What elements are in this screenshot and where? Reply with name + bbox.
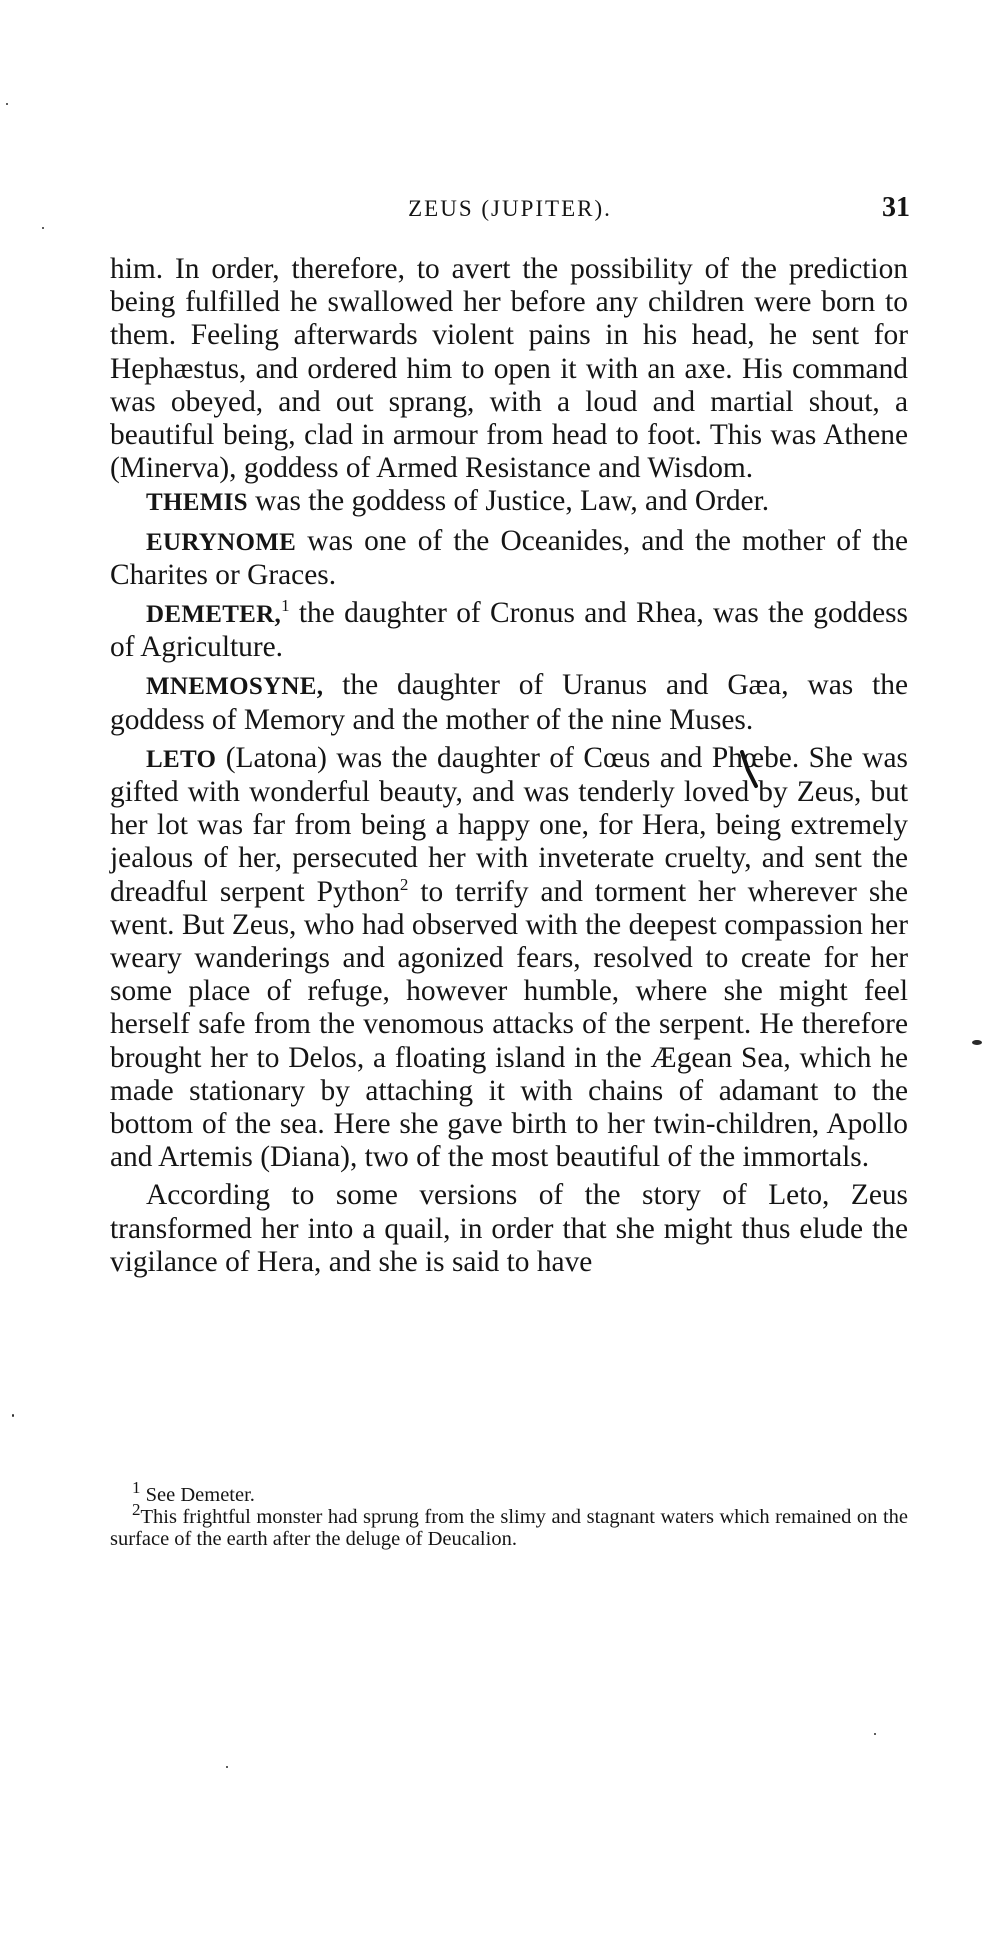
entry-text-themis: was the goddess of Justice, Law, and Order.: [247, 485, 770, 518]
margin-speck-left-lower: [12, 1414, 14, 1417]
footnote-2-text: This frightful monster had sprung from the slimy and stagnant waters which remained on the surface of the earth after the deluge of Deucalion.: [110, 1506, 908, 1550]
entry-text-leto-part-1: (Latona) was the daughter of Cœus and Phœbe. She was gifted with wonderful beauty, and was tenderly loved by Zeus, but her lot was far from being a happy one, for Hera, being extremely jealous of her, persecuted her with inveterate cruelty, and sent the dreadful serpent Python: [110, 741, 908, 908]
paragraph-leto: [110, 742, 908, 1175]
paragraph-athene: him. In order, therefore, to avert the possibility of the prediction being fulfilled he swallowed her before any children were born to them. Feeling afterwards violent pains in his head, he sent for Hephæstus, and ordered him to open it with an axe. His command was obeyed, and out sprang, with a loud and martial shout, a beautiful being, clad in armour from head to foot. This was Athene (Minerva), goddess of Armed Resistance and Wisdom.: [110, 253, 908, 485]
entry-heading-themis: THEMIS: [146, 489, 248, 517]
running-title: ZEUS (JUPITER).: [408, 196, 612, 221]
margin-speck-top: [42, 227, 44, 229]
margin-speck-right: [972, 1040, 982, 1045]
pencil-mark: [738, 750, 762, 790]
body-text: [110, 253, 908, 1279]
entry-text-leto-part-2: to terrify and torment her wherever she went. But Zeus, who had observed with the deepest compassion her weary wanderings and agonized fears, resolved to create for her some place of refuge, however humble, where she might feel herself safe from the venomous attacks of the serpent. He therefore brought her to Delos, a floating island in the Ægean Sea, which he made stationary by attaching it with chains of adamant to the bottom of the sea. Here she gave birth to her twin-children, Apollo and Artemis (Diana), two of the most beautiful of the immortals.: [110, 875, 908, 1174]
paragraph-eurynome: [110, 525, 908, 592]
footnote-2-marker: 2: [132, 1500, 141, 1520]
entry-text-demeter: the daughter of Cronus and Rhea, was the goddess of Agriculture.: [110, 597, 908, 664]
paragraph-mnemosyne: [110, 669, 908, 736]
entry-heading-demeter: DEMETER,: [146, 601, 282, 629]
entry-text-eurynome: was one of the Oceanides, and the mother of the Charites or Graces.: [110, 524, 908, 591]
footnote-1: [110, 1478, 908, 1506]
margin-speck-bottom-2: [226, 1766, 228, 1768]
margin-speck-bottom-1: [874, 1733, 876, 1735]
footnote-1-marker: 1: [132, 1478, 141, 1498]
footnotes: [110, 1478, 908, 1550]
entry-heading-leto: LETO: [146, 745, 217, 773]
running-head: [110, 192, 910, 236]
paragraph-themis: [110, 485, 908, 519]
entry-heading-eurynome: EURYNOME: [146, 528, 297, 556]
footnote-ref-2: 2: [399, 874, 409, 894]
entry-text-mnemosyne: the daughter of Uranus and Gæa, was the goddess of Memory and the mother of the nine Muses.: [110, 669, 908, 736]
footnote-1-text: See Demeter.: [140, 1484, 255, 1506]
paragraph-demeter: [110, 597, 908, 664]
paragraph-quail: According to some versions of the story of Leto, Zeus transformed her into a quail, in order that she might thus elude the vigilance of Hera, and she is said to have: [110, 1179, 908, 1278]
footnote-ref-1: 1: [281, 596, 290, 616]
entry-heading-mnemosyne: MNEMOSYNE,: [146, 673, 324, 701]
page-number: 31: [882, 192, 910, 223]
footnote-2: [110, 1500, 908, 1550]
margin-speck-left: [6, 103, 8, 105]
